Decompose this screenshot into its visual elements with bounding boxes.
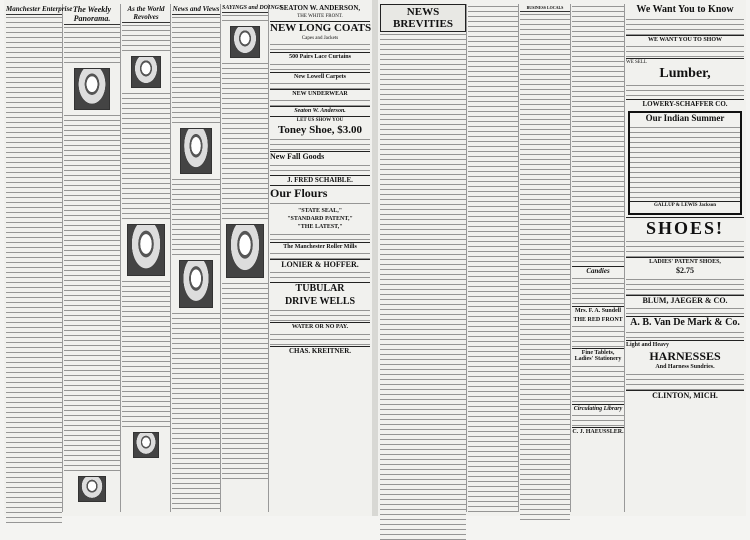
haeussler-ad: C. J. HAEUSSLER.	[572, 428, 624, 435]
want-you-know-ad: We Want You to Know	[636, 4, 734, 15]
toney-shoe-ad: Toney Shoe, $3.00	[278, 123, 362, 136]
right-newspaper-page	[378, 0, 746, 516]
left-ads-column	[270, 4, 370, 512]
portrait-engraving	[180, 128, 212, 174]
portrait-engraving	[127, 224, 165, 276]
right-column-1	[380, 4, 467, 512]
article-text-block	[520, 12, 570, 520]
ad-text-block	[630, 125, 740, 201]
ad-text-block	[270, 62, 370, 72]
article-text-block	[380, 32, 466, 540]
article-text-block	[122, 91, 170, 221]
left-newspaper-page	[4, 0, 372, 516]
flours-ad: Our Flours	[270, 185, 370, 201]
indian-summer-ad: Our Indian Summer	[645, 113, 725, 124]
weekly-panorama-heading: The Weekly Panorama.	[64, 4, 120, 25]
want-show-text: WE WANT YOU TO SHOW	[626, 35, 744, 44]
ad-text-block	[270, 332, 370, 346]
ladies-shoes-ad: LADIES' PATENT SHOES,	[626, 257, 744, 266]
standard-patent-flour: "STANDARD PATENT,"	[287, 216, 353, 222]
right-column-3	[520, 4, 571, 512]
state-seal-flour: "STATE SEAL,"	[297, 207, 343, 214]
ad-text-block	[270, 251, 370, 259]
article-text-block	[468, 4, 518, 512]
kreitner-ad: CHAS. KREITNER.	[270, 346, 370, 356]
masthead-enterprise: Manchester Enterprise	[6, 5, 73, 13]
candies-ad: Candies	[572, 266, 624, 276]
left-column-3	[122, 4, 171, 512]
article-text-block	[222, 61, 268, 221]
ad-text-block	[270, 308, 370, 322]
ad-text-block	[270, 163, 370, 175]
ad-text-block	[626, 330, 744, 340]
ad-text-block	[572, 364, 624, 404]
stationery-ad: Fine Tablets, Ladies' Stationery	[572, 348, 624, 364]
shoe-price: $2.75	[676, 266, 694, 276]
article-text-block	[122, 23, 170, 53]
lumber-ad: Lumber,	[659, 66, 711, 82]
lowell-carpets-ad: New Lowell Carpets	[270, 72, 370, 81]
article-text-block	[572, 4, 624, 266]
right-column-4	[572, 4, 625, 512]
capes-jackets-text: Capes and Jackets	[301, 36, 339, 42]
portrait-engraving	[131, 56, 161, 88]
ad-text-block	[572, 276, 624, 306]
latest-flour: "THE LATEST,"	[297, 224, 343, 231]
portrait-engraving	[230, 26, 260, 58]
article-text-block	[122, 279, 170, 429]
fall-goods-ad: New Fall Goods	[270, 151, 370, 162]
ad-text-block	[270, 232, 370, 242]
portrait-engraving	[179, 260, 213, 308]
ad-text-block	[626, 306, 744, 316]
ad-text-block	[270, 270, 370, 282]
water-no-pay-text: WATER OR NO PAY.	[270, 322, 370, 331]
portrait-engraving	[74, 68, 110, 110]
ad-text-block	[626, 239, 744, 257]
ad-text-block	[572, 324, 624, 348]
lace-curtains-ad: 500 Pairs Lace Curtains	[270, 52, 370, 61]
ad-text-block	[270, 98, 370, 106]
ad-text-block	[270, 81, 370, 89]
article-text-block	[64, 113, 120, 473]
anderson-store-sub: THE WHITE FRONT.	[297, 14, 343, 20]
ad-text-block	[626, 44, 744, 58]
ad-text-block	[626, 83, 744, 99]
schaible-ad: J. FRED SCHAIBLE.	[270, 175, 370, 185]
circulating-library-ad: Circulating Library	[573, 405, 623, 412]
right-column-2	[468, 4, 519, 512]
harness-sundries-text: And Harness Sundries.	[655, 364, 715, 371]
portrait-engraving	[133, 432, 159, 458]
sayings-doings-heading: SAYINGS and DOINGS	[222, 5, 283, 11]
shoes-ad: SHOES!	[626, 217, 744, 239]
article-text-block	[222, 281, 268, 481]
business-locals-heading: BUSINESS LOCALS	[520, 4, 570, 12]
news-views-heading: News and Views	[172, 5, 220, 13]
ad-text-block	[572, 413, 624, 427]
harnesses-ad: HARNESSES	[649, 348, 721, 363]
anderson-footer: Seaton W. Anderson.	[270, 106, 370, 115]
article-text-block	[172, 311, 220, 511]
clinton-mich-text: CLINTON, MICH.	[626, 390, 744, 401]
left-column-2	[64, 4, 121, 512]
blum-jaeger-ad: BLUM, JAEGER & CO.	[626, 295, 744, 306]
article-text-block	[172, 15, 220, 125]
sundel-ad: Mrs. F. A. Sundell	[572, 306, 624, 315]
ad-text-block	[626, 17, 744, 35]
lonier-hoffer-ad: LONIER & HOFFER.	[270, 259, 370, 270]
ad-text-block	[626, 372, 744, 390]
ad-text-block	[626, 277, 744, 295]
lowery-schaffer-ad: LOWERY-SCHAFFER CO.	[626, 99, 744, 109]
portrait-engraving	[78, 476, 106, 502]
long-coats-ad: NEW LONG COATS	[270, 21, 372, 34]
right-ads-column	[626, 4, 744, 512]
show-you-text: LET US SHOW YOU	[270, 116, 370, 124]
ad-text-block	[270, 42, 370, 52]
left-column-5	[222, 4, 283, 512]
article-text-block	[172, 177, 220, 257]
underwear-ad: NEW UNDERWEAR	[270, 89, 370, 98]
indian-summer-box	[628, 111, 742, 215]
ad-text-block	[270, 201, 370, 207]
article-text-block	[64, 25, 120, 65]
portrait-engraving	[226, 224, 264, 278]
gallup-lewis-text: GALLUP & LEWIS Jackson	[630, 201, 740, 209]
tubular-ad: TUBULAR	[270, 282, 370, 296]
vandemark-ad: A. B. Van De Mark & Co.	[626, 316, 744, 330]
news-brevities-banner: NEWS BREVITIES	[380, 4, 466, 32]
roller-mills-ad: The Manchester Roller Mills	[270, 242, 370, 251]
we-sell-text: WE SELL	[626, 58, 744, 66]
anderson-store-name: SEATON W. ANDERSON,	[279, 4, 361, 12]
drive-wells-ad: DRIVE WELLS	[284, 295, 356, 307]
world-revolves-heading: As the World Revolves	[122, 4, 170, 23]
left-column-4	[172, 4, 221, 512]
article-text-block	[222, 13, 268, 23]
red-front-ad: THE RED FRONT	[573, 316, 623, 323]
ad-text-block	[270, 137, 370, 151]
light-heavy-text: Light and Heavy	[626, 340, 744, 349]
article-text-block	[6, 15, 62, 523]
left-column-1	[6, 4, 73, 512]
